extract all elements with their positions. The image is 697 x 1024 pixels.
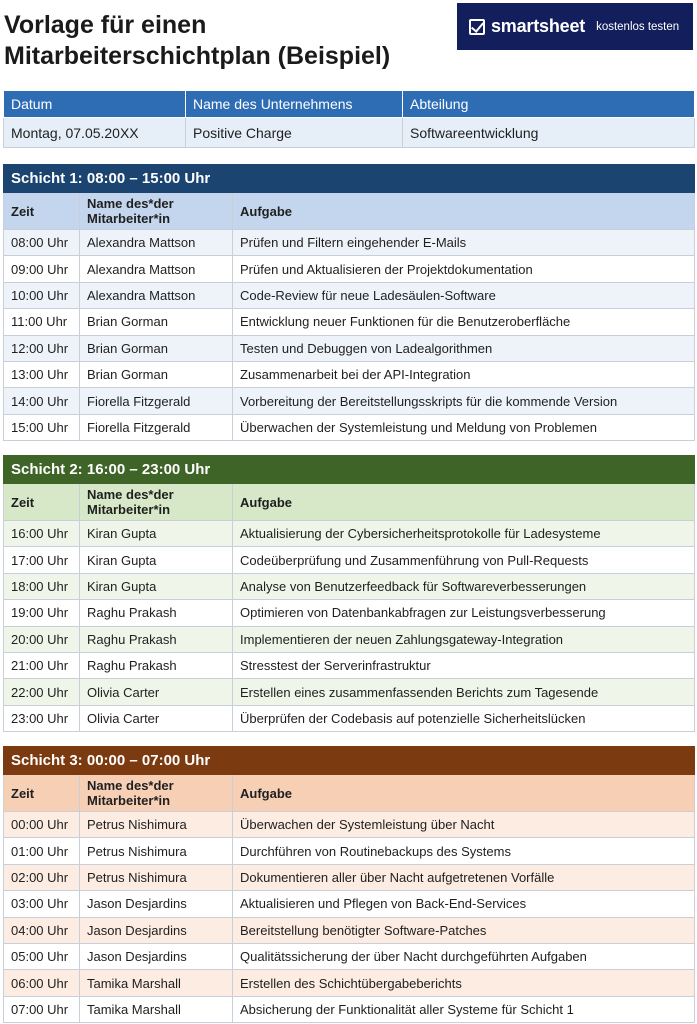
table-row (4, 996, 695, 1022)
task-cell[interactable]: Prüfen und Aktualisieren der Projektdokumentation (233, 256, 695, 282)
time-cell[interactable]: 18:00 Uhr (4, 573, 80, 599)
column-header-employee (80, 484, 233, 521)
task-cell[interactable]: Erstellen eines zusammenfassenden Berichts zum Tagesende (233, 679, 695, 705)
employee-cell[interactable]: Jason Desjardins (80, 891, 233, 917)
employee-cell[interactable]: Alexandra Mattson (80, 256, 233, 282)
column-header-time: Zeit (4, 775, 80, 812)
task-cell[interactable]: Aktualisieren und Pflegen von Back-End-Services (233, 891, 695, 917)
info-value-date[interactable]: Montag, 07.05.20XX (4, 118, 186, 148)
time-cell[interactable]: 19:00 Uhr (4, 600, 80, 626)
column-header-time: Zeit (4, 193, 80, 230)
table-row (4, 309, 695, 335)
column-header-row (4, 193, 695, 230)
table-row (4, 256, 695, 282)
task-cell[interactable]: Absicherung der Funktionalität aller Systeme für Schicht 1 (233, 996, 695, 1022)
shift-title-row (4, 165, 695, 193)
employee-cell[interactable]: Kiran Gupta (80, 547, 233, 573)
table-row (4, 600, 695, 626)
table-row (4, 230, 695, 256)
table-row (4, 388, 695, 414)
shift-3-table (3, 746, 695, 1023)
task-cell[interactable]: Testen und Debuggen von Ladealgorithmen (233, 335, 695, 361)
table-row (4, 626, 695, 652)
employee-cell[interactable]: Petrus Nishimura (80, 838, 233, 864)
task-cell[interactable]: Vorbereitung der Bereitstellungsskripts für die kommende Version (233, 388, 695, 414)
task-cell[interactable]: Durchführen von Routinebackups des Systems (233, 838, 695, 864)
info-header-date: Datum (4, 91, 186, 118)
task-cell[interactable]: Überwachen der Systemleistung und Meldung von Problemen (233, 414, 695, 440)
smartsheet-logo-text: smartsheet (491, 16, 586, 36)
column-header-row (4, 484, 695, 521)
info-table (3, 90, 695, 148)
task-cell[interactable]: Implementieren der neuen Zahlungsgateway-Integration (233, 626, 695, 652)
table-row (4, 838, 695, 864)
time-cell[interactable]: 15:00 Uhr (4, 414, 80, 440)
task-cell[interactable]: Stresstest der Serverinfrastruktur (233, 652, 695, 678)
employee-cell[interactable]: Kiran Gupta (80, 521, 233, 547)
time-cell[interactable]: 21:00 Uhr (4, 652, 80, 678)
table-row (4, 864, 695, 890)
table-row (4, 521, 695, 547)
time-cell[interactable]: 00:00 Uhr (4, 812, 80, 838)
time-cell[interactable]: 01:00 Uhr (4, 838, 80, 864)
time-cell[interactable]: 12:00 Uhr (4, 335, 80, 361)
time-cell[interactable]: 22:00 Uhr (4, 679, 80, 705)
table-row (4, 943, 695, 969)
shift-2-table (3, 455, 695, 732)
employee-cell[interactable]: Raghu Prakash (80, 600, 233, 626)
employee-cell[interactable]: Alexandra Mattson (80, 282, 233, 308)
shift-title: Schicht 3: 00:00 – 07:00 Uhr (4, 747, 695, 775)
column-header-employee-line-1: Name des*der (87, 196, 174, 211)
table-row (4, 917, 695, 943)
column-header-task: Aufgabe (233, 775, 695, 812)
employee-cell[interactable]: Jason Desjardins (80, 917, 233, 943)
column-header-employee-line-1: Name des*der (87, 778, 174, 793)
info-header-company: Name des Unternehmens (186, 91, 403, 118)
time-cell[interactable]: 03:00 Uhr (4, 891, 80, 917)
info-header-row (4, 91, 695, 118)
table-row (4, 547, 695, 573)
employee-cell[interactable]: Brian Gorman (80, 361, 233, 387)
employee-cell[interactable]: Raghu Prakash (80, 652, 233, 678)
time-cell[interactable]: 04:00 Uhr (4, 917, 80, 943)
shift-title-row (4, 456, 695, 484)
task-cell[interactable]: Analyse von Benutzerfeedback für Softwareverbesserungen (233, 573, 695, 599)
task-cell[interactable]: Optimieren von Datenbankabfragen zur Leistungsverbesserung (233, 600, 695, 626)
time-cell[interactable]: 09:00 Uhr (4, 256, 80, 282)
column-header-employee-line-2: Mitarbeiter*in (87, 502, 171, 517)
info-value-company[interactable]: Positive Charge (186, 118, 403, 148)
table-row (4, 970, 695, 996)
employee-cell[interactable]: Alexandra Mattson (80, 230, 233, 256)
table-row (4, 705, 695, 731)
employee-cell[interactable]: Tamika Marshall (80, 970, 233, 996)
task-cell[interactable]: Entwicklung neuer Funktionen für die Benutzeroberfläche (233, 309, 695, 335)
table-row (4, 812, 695, 838)
column-header-time: Zeit (4, 484, 80, 521)
try-free-link[interactable]: kostenlos testen (596, 20, 680, 33)
smartsheet-banner[interactable] (457, 3, 693, 50)
time-cell[interactable]: 13:00 Uhr (4, 361, 80, 387)
time-cell[interactable]: 11:00 Uhr (4, 309, 80, 335)
time-cell[interactable]: 07:00 Uhr (4, 996, 80, 1022)
time-cell[interactable]: 14:00 Uhr (4, 388, 80, 414)
column-header-employee-line-2: Mitarbeiter*in (87, 793, 171, 808)
column-header-employee-line-2: Mitarbeiter*in (87, 211, 171, 226)
task-cell[interactable]: Dokumentieren aller über Nacht aufgetretenen Vorfälle (233, 864, 695, 890)
shift-title: Schicht 2: 16:00 – 23:00 Uhr (4, 456, 695, 484)
table-row (4, 361, 695, 387)
page-title-line-1: Vorlage für einen (4, 11, 207, 39)
time-cell[interactable]: 02:00 Uhr (4, 864, 80, 890)
employee-cell[interactable]: Petrus Nishimura (80, 812, 233, 838)
employee-cell[interactable]: Tamika Marshall (80, 996, 233, 1022)
task-cell[interactable]: Bereitstellung benötigter Software-Patches (233, 917, 695, 943)
employee-cell[interactable]: Jason Desjardins (80, 943, 233, 969)
task-cell[interactable]: Überprüfen der Codebasis auf potenzielle Sicherheitslücken (233, 705, 695, 731)
table-row (4, 573, 695, 599)
table-row (4, 652, 695, 678)
table-row (4, 891, 695, 917)
task-cell[interactable]: Zusammenarbeit bei der API-Integration (233, 361, 695, 387)
table-row (4, 679, 695, 705)
time-cell[interactable]: 16:00 Uhr (4, 521, 80, 547)
employee-cell[interactable]: Brian Gorman (80, 335, 233, 361)
column-header-row (4, 775, 695, 812)
employee-cell[interactable]: Brian Gorman (80, 309, 233, 335)
smartsheet-check-icon (469, 19, 485, 35)
shift-title-row (4, 747, 695, 775)
employee-cell[interactable]: Fiorella Fitzgerald (80, 414, 233, 440)
column-header-employee (80, 775, 233, 812)
task-cell[interactable]: Qualitätssicherung der über Nacht durchgeführten Aufgaben (233, 943, 695, 969)
page-title-line-2: Mitarbeiterschichtplan (Beispiel) (4, 42, 391, 70)
shift-title: Schicht 1: 08:00 – 15:00 Uhr (4, 165, 695, 193)
task-cell[interactable]: Erstellen des Schichtübergabeberichts (233, 970, 695, 996)
info-value-department[interactable]: Softwareentwicklung (403, 118, 695, 148)
employee-cell[interactable]: Olivia Carter (80, 679, 233, 705)
employee-cell[interactable]: Fiorella Fitzgerald (80, 388, 233, 414)
time-cell[interactable]: 10:00 Uhr (4, 282, 80, 308)
task-cell[interactable]: Codeüberprüfung und Zusammenführung von Pull-Requests (233, 547, 695, 573)
column-header-task: Aufgabe (233, 484, 695, 521)
employee-cell[interactable]: Olivia Carter (80, 705, 233, 731)
employee-cell[interactable]: Raghu Prakash (80, 626, 233, 652)
time-cell[interactable]: 23:00 Uhr (4, 705, 80, 731)
table-row (4, 335, 695, 361)
column-header-employee-line-1: Name des*der (87, 487, 174, 502)
task-cell[interactable]: Code-Review für neue Ladesäulen-Software (233, 282, 695, 308)
info-header-department: Abteilung (403, 91, 695, 118)
task-cell[interactable]: Aktualisierung der Cybersicherheitsprotokolle für Ladesysteme (233, 521, 695, 547)
time-cell[interactable]: 08:00 Uhr (4, 230, 80, 256)
column-header-task: Aufgabe (233, 193, 695, 230)
time-cell[interactable]: 06:00 Uhr (4, 970, 80, 996)
employee-cell[interactable]: Petrus Nishimura (80, 864, 233, 890)
column-header-employee (80, 193, 233, 230)
table-row (4, 414, 695, 440)
time-cell[interactable]: 05:00 Uhr (4, 943, 80, 969)
page-title (4, 10, 454, 72)
shift-1-table (3, 164, 695, 441)
employee-cell[interactable]: Kiran Gupta (80, 573, 233, 599)
task-cell[interactable]: Überwachen der Systemleistung über Nacht (233, 812, 695, 838)
task-cell[interactable]: Prüfen und Filtern eingehender E-Mails (233, 230, 695, 256)
time-cell[interactable]: 20:00 Uhr (4, 626, 80, 652)
info-value-row (4, 118, 695, 148)
time-cell[interactable]: 17:00 Uhr (4, 547, 80, 573)
table-row (4, 282, 695, 308)
